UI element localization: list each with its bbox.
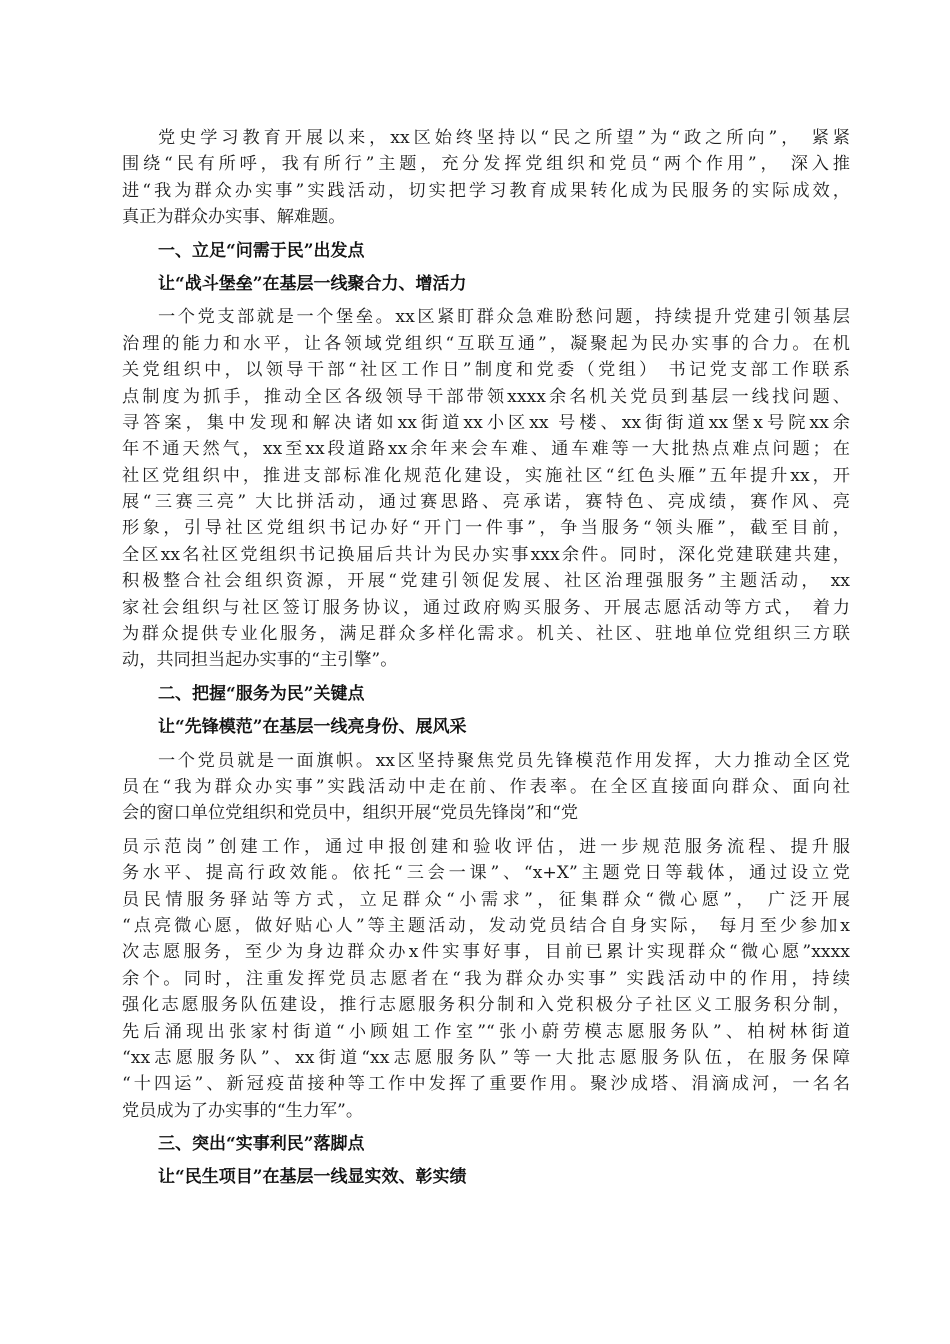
paragraph-line: 先后涌现出张家村街道“小顾姐工作室”“张小蔚劳模志愿服务队”、柏树林街道 xyxy=(122,1021,850,1042)
document-body xyxy=(122,125,850,1198)
paragraph-line: “十四运”、新冠疫苗接种等工作中发挥了重要作用。聚沙成塔、涓滴成河，一名名 xyxy=(122,1074,850,1095)
paragraph-line: 强化志愿服务队伍建设，推行志愿服务积分制和入党积极分子社区义工服务积分制， xyxy=(122,995,850,1016)
paragraph-line: 党史学习教育开展以来，xx区始终坚持以“民之所望”为“政之所向”， 紧紧 xyxy=(158,128,850,148)
paragraph-line: 真正为群众办实事、解难题。 xyxy=(122,207,346,228)
paragraph-line: 员民情服务驿站等方式，立足群众“小需求”，征集群众“微心愿”， 广泛开展 xyxy=(122,889,850,910)
paragraph-line: 为群众提供专业化服务，满足群众多样化需求。机关、社区、驻地单位党组织三方联 xyxy=(122,624,850,645)
paragraph-line: 会的窗口单位党组织和党员中，组织开展“党员先锋岗”和“党 xyxy=(122,803,579,824)
paragraph-line: 员在“我为群众办实事”实践活动中走在前、作表率。在全区直接面向群众、面向社 xyxy=(122,776,850,797)
paragraph-line: 点制度为抓手，推动全区各级领导干部带领xxxx余名机关党员到基层一线找问题、 xyxy=(122,386,850,407)
paragraph-line: 全区xx名社区党组织书记换届后共计为民办实事xxx余件。同时，深化党建联建共建， xyxy=(122,544,850,565)
body-paragraph xyxy=(122,748,850,827)
section-heading: 让“民生项目”在基层一线显实效、彰实绩 xyxy=(158,1167,467,1188)
body-paragraph xyxy=(122,304,850,673)
paragraph-line: “点亮微心愿，做好贴心人”等主题活动，发动党员结合自身实际， 每月至少参加x xyxy=(122,915,850,936)
paragraph-line: 进“我为群众办实事”实践活动，切实把学习教育成果转化成为民服务的实际成效， xyxy=(122,180,850,201)
body-paragraph xyxy=(122,834,850,1124)
paragraph-line: 家社会组织与社区签订服务协议，通过政府购买服务、开展志愿活动等方式， 着力 xyxy=(122,597,850,618)
paragraph-line: 展“三赛三亮” 大比拼活动，通过赛思路、亮承诺，赛特色、亮成绩，赛作风、亮 xyxy=(122,492,850,513)
paragraph-line: 余个。同时，注重发挥党员志愿者在“我为群众办实事” 实践活动中的作用，持续 xyxy=(122,968,850,989)
paragraph-line: 党员成为了办实事的“生力军”。 xyxy=(122,1100,364,1121)
paragraph-line: 积极整合社会组织资源，开展“党建引领促发展、社区治理强服务”主题活动， xx xyxy=(122,571,850,592)
paragraph-line: 形象，引导社区党组织书记办好“开门一件事”，争当服务“领头雁”，截至目前， xyxy=(122,518,850,539)
paragraph-line: “xx志愿服务队”、xx街道“xx志愿服务队”等一大批志愿服务队伍，在服务保障 xyxy=(122,1047,850,1068)
paragraph-line: 动，共同担当起办实事的“主引擎”。 xyxy=(122,650,398,671)
section-heading: 让“先锋模范”在基层一线亮身份、展风采 xyxy=(158,717,467,738)
section-heading: 三、突出“实事利民”落脚点 xyxy=(158,1134,365,1155)
paragraph-line: 务水平、提高行政效能。依托“三会一课”、“x+X”主题党日等载体，通过设立党 xyxy=(122,863,850,884)
section-heading: 一、立足“问需于民”出发点 xyxy=(158,240,365,261)
paragraph-line: 围绕“民有所呼，我有所行”主题，充分发挥党组织和党员“两个作用”， 深入推 xyxy=(122,154,850,175)
paragraph-line: 年不通天然气，xx至xx段道路xx余年来会车难、通车难等一大批热点难点问题；在 xyxy=(122,439,850,460)
paragraph-line: 社区党组织中，推进支部标准化规范化建设，实施社区“红色头雁”五年提升xx，开 xyxy=(122,465,850,486)
section-heading: 让“战斗堡垒”在基层一线聚合力、增活力 xyxy=(158,273,467,294)
section-heading: 二、把握“服务为民”关键点 xyxy=(158,683,365,704)
paragraph-line: 一个党支部就是一个堡垒。xx区紧盯群众急难盼愁问题，持续提升党建引领基层 xyxy=(158,307,850,328)
body-paragraph xyxy=(122,125,850,231)
paragraph-line: 一个党员就是一面旗帜。xx区坚持聚焦党员先锋模范作用发挥，大力推动全区党 xyxy=(158,750,850,771)
paragraph-line: 治理的能力和水平，让各领域党组织“互联互通”，凝聚起为民办实事的合力。在机 xyxy=(122,333,850,354)
paragraph-line: 寻答案，集中发现和解决诸如xx街道xx小区xx 号楼、xx街街道xx堡x号院xx余 xyxy=(122,412,850,433)
paragraph-line: 次志愿服务，至少为身边群众办x件实事好事，目前已累计实现群众“微心愿”xxxx xyxy=(122,942,850,963)
paragraph-line: 关党组织中，以领导干部“社区工作日”制度和党委（党组） 书记党支部工作联系 xyxy=(122,360,850,381)
paragraph-line: 员示范岗”创建工作，通过申报创建和验收评估，进一步规范服务流程、提升服 xyxy=(122,836,850,857)
